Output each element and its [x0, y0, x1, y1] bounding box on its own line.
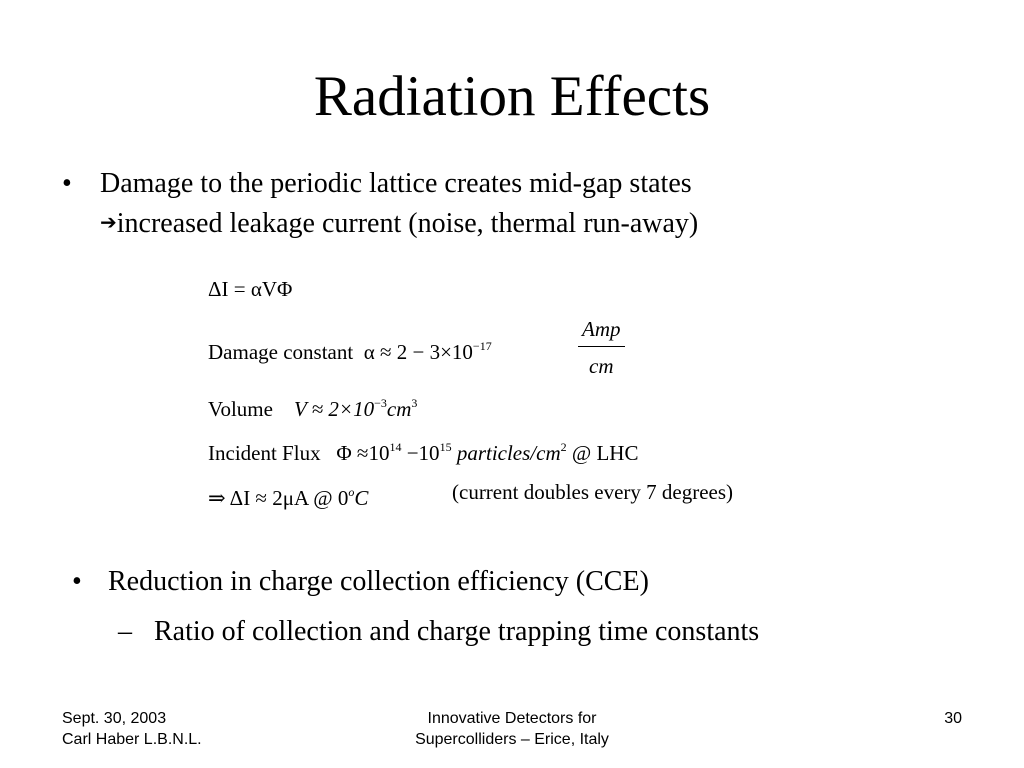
sub-bullet-marker: – [118, 616, 132, 647]
footer-title-line-2: Supercolliders – Erice, Italy [415, 731, 609, 748]
footer-page-number: 30 [944, 710, 962, 727]
bullet-marker: • [72, 566, 82, 597]
equation-damage-constant [208, 333, 492, 365]
bullet-line-1: Damage to the periodic lattice creates mid-gap states [100, 168, 692, 199]
volume-expression: V ≈ 2×10 [293, 397, 375, 421]
fraction-numerator: Amp [578, 316, 625, 347]
volume-exponent: −3 [374, 396, 387, 410]
equation-result [208, 479, 368, 511]
flux-tail: @ LHC [566, 441, 639, 465]
equation-leakage: ΔI = αVΦ [208, 277, 293, 301]
footer-date-author [62, 708, 202, 750]
footer-presentation-title [330, 708, 694, 750]
result-note: (current doubles every 7 degrees) [452, 480, 734, 504]
result-expression: ⇒ ΔI ≈ 2μA @ 0 [208, 486, 349, 510]
damage-unit-fraction [578, 316, 625, 379]
volume-unit: cm [386, 397, 412, 421]
flux-unit-exponent: 2 [560, 440, 567, 454]
slide-title: Radiation Effects [313, 65, 711, 128]
footer-date: Sept. 30, 2003 [62, 710, 167, 727]
fraction-denominator: cm [589, 354, 614, 378]
footer-title-line-1: Innovative Detectors for [427, 710, 597, 727]
flux-expression-a: Φ ≈10 [336, 441, 390, 465]
volume-label: Volume [208, 397, 273, 421]
damage-exponent: −17 [472, 339, 492, 353]
arrow-icon: ➔ [100, 210, 117, 234]
flux-exponent-b: 15 [439, 440, 452, 454]
sub-bullet-text: Ratio of collection and charge trapping time constants [154, 616, 760, 647]
bullet-line-2 [100, 203, 698, 243]
bullet-line-2-text: increased leakage current (noise, thermal run-away) [116, 208, 699, 239]
footer-author: Carl Haber L.B.N.L. [62, 731, 202, 748]
result-unit: C [354, 486, 369, 510]
equation-incident-flux [208, 434, 638, 466]
bullet-text: Reduction in charge collection efficiency (CCE) [108, 566, 649, 597]
equation-volume [208, 390, 417, 422]
flux-unit: particles/cm [451, 441, 561, 465]
volume-unit-exponent: 3 [411, 396, 418, 410]
result-degree: o [348, 485, 355, 499]
flux-label: Incident Flux [208, 441, 321, 465]
damage-label: Damage constant [208, 340, 354, 364]
bullet-marker: • [62, 168, 72, 199]
damage-expression: α ≈ 2 − 3×10 [363, 340, 473, 364]
flux-exponent-a: 14 [389, 440, 402, 454]
flux-expression-b: −10 [401, 441, 440, 465]
